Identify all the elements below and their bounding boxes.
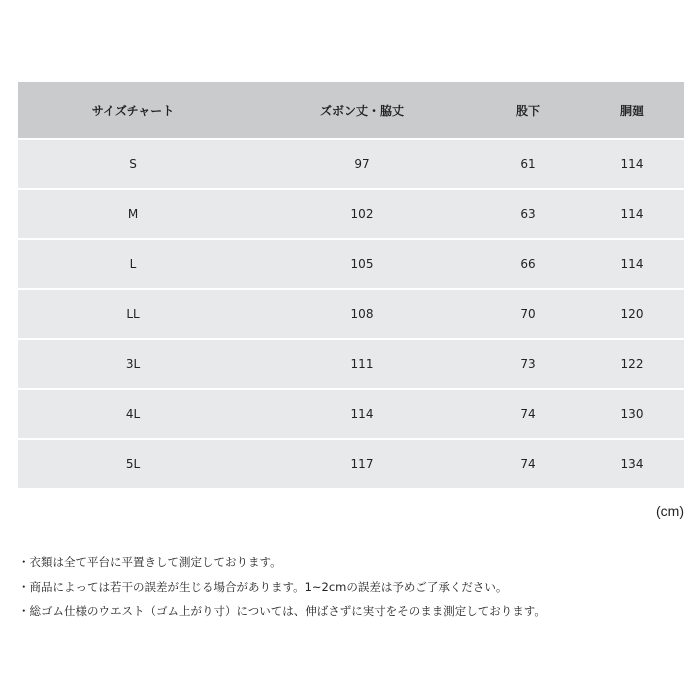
table-cell: 114 (620, 207, 644, 221)
table-cell: L (129, 257, 137, 271)
table-cell: 134 (620, 457, 644, 471)
note: ・総ゴム仕様のウエスト（ゴム上がり寸）については、伸ばさずに実寸をそのまま測定しております。 (18, 604, 546, 618)
size-chart-table (18, 82, 684, 488)
table-cell: S (129, 157, 137, 171)
table-cell: 114 (620, 157, 644, 171)
table-cell: 130 (620, 407, 644, 421)
table-cell: M (127, 207, 139, 221)
table-row (18, 238, 684, 288)
table-row (18, 138, 684, 188)
note: ・衣類は全て平台に平置きして測定しております。 (18, 555, 282, 569)
table-cell: 63 (520, 207, 536, 221)
table-cell: 122 (620, 357, 644, 371)
table-row (18, 438, 684, 488)
table-cell: 114 (350, 407, 374, 421)
table-row (18, 338, 684, 388)
note: ・商品によっては若干の誤差が生じる場合があります。1~2cmの誤差は予めご了承ください。 (18, 579, 508, 594)
table-cell: 111 (350, 357, 374, 371)
table-header (18, 82, 684, 138)
table-cell: 3L (125, 357, 141, 371)
unit-label: (cm) (656, 503, 684, 519)
header-length: ズボン丈・脇丈 (319, 103, 405, 118)
table-cell: 73 (520, 357, 536, 371)
table-cell: 70 (520, 307, 536, 321)
table-row (18, 188, 684, 238)
table-cell: 4L (125, 407, 141, 421)
header-inseam: 股下 (515, 103, 541, 118)
table-cell: 117 (350, 457, 374, 471)
table-cell: 5L (125, 457, 141, 471)
table-cell: 74 (520, 407, 536, 421)
table-cell: 120 (620, 307, 644, 321)
table-row (18, 288, 684, 338)
header-waist: 胴廻 (619, 103, 645, 118)
table-cell: LL (126, 307, 140, 321)
table-cell: 108 (350, 307, 374, 321)
table-cell: 97 (354, 157, 370, 171)
table-cell: 66 (520, 257, 536, 271)
table-cell: 61 (520, 157, 536, 171)
notes (18, 550, 546, 624)
table-row (18, 388, 684, 438)
table-cell: 105 (350, 257, 374, 271)
header-size: サイズチャート (91, 103, 175, 118)
table-cell: 114 (620, 257, 644, 271)
table-cell: 102 (350, 207, 374, 221)
table-cell: 74 (520, 457, 536, 471)
